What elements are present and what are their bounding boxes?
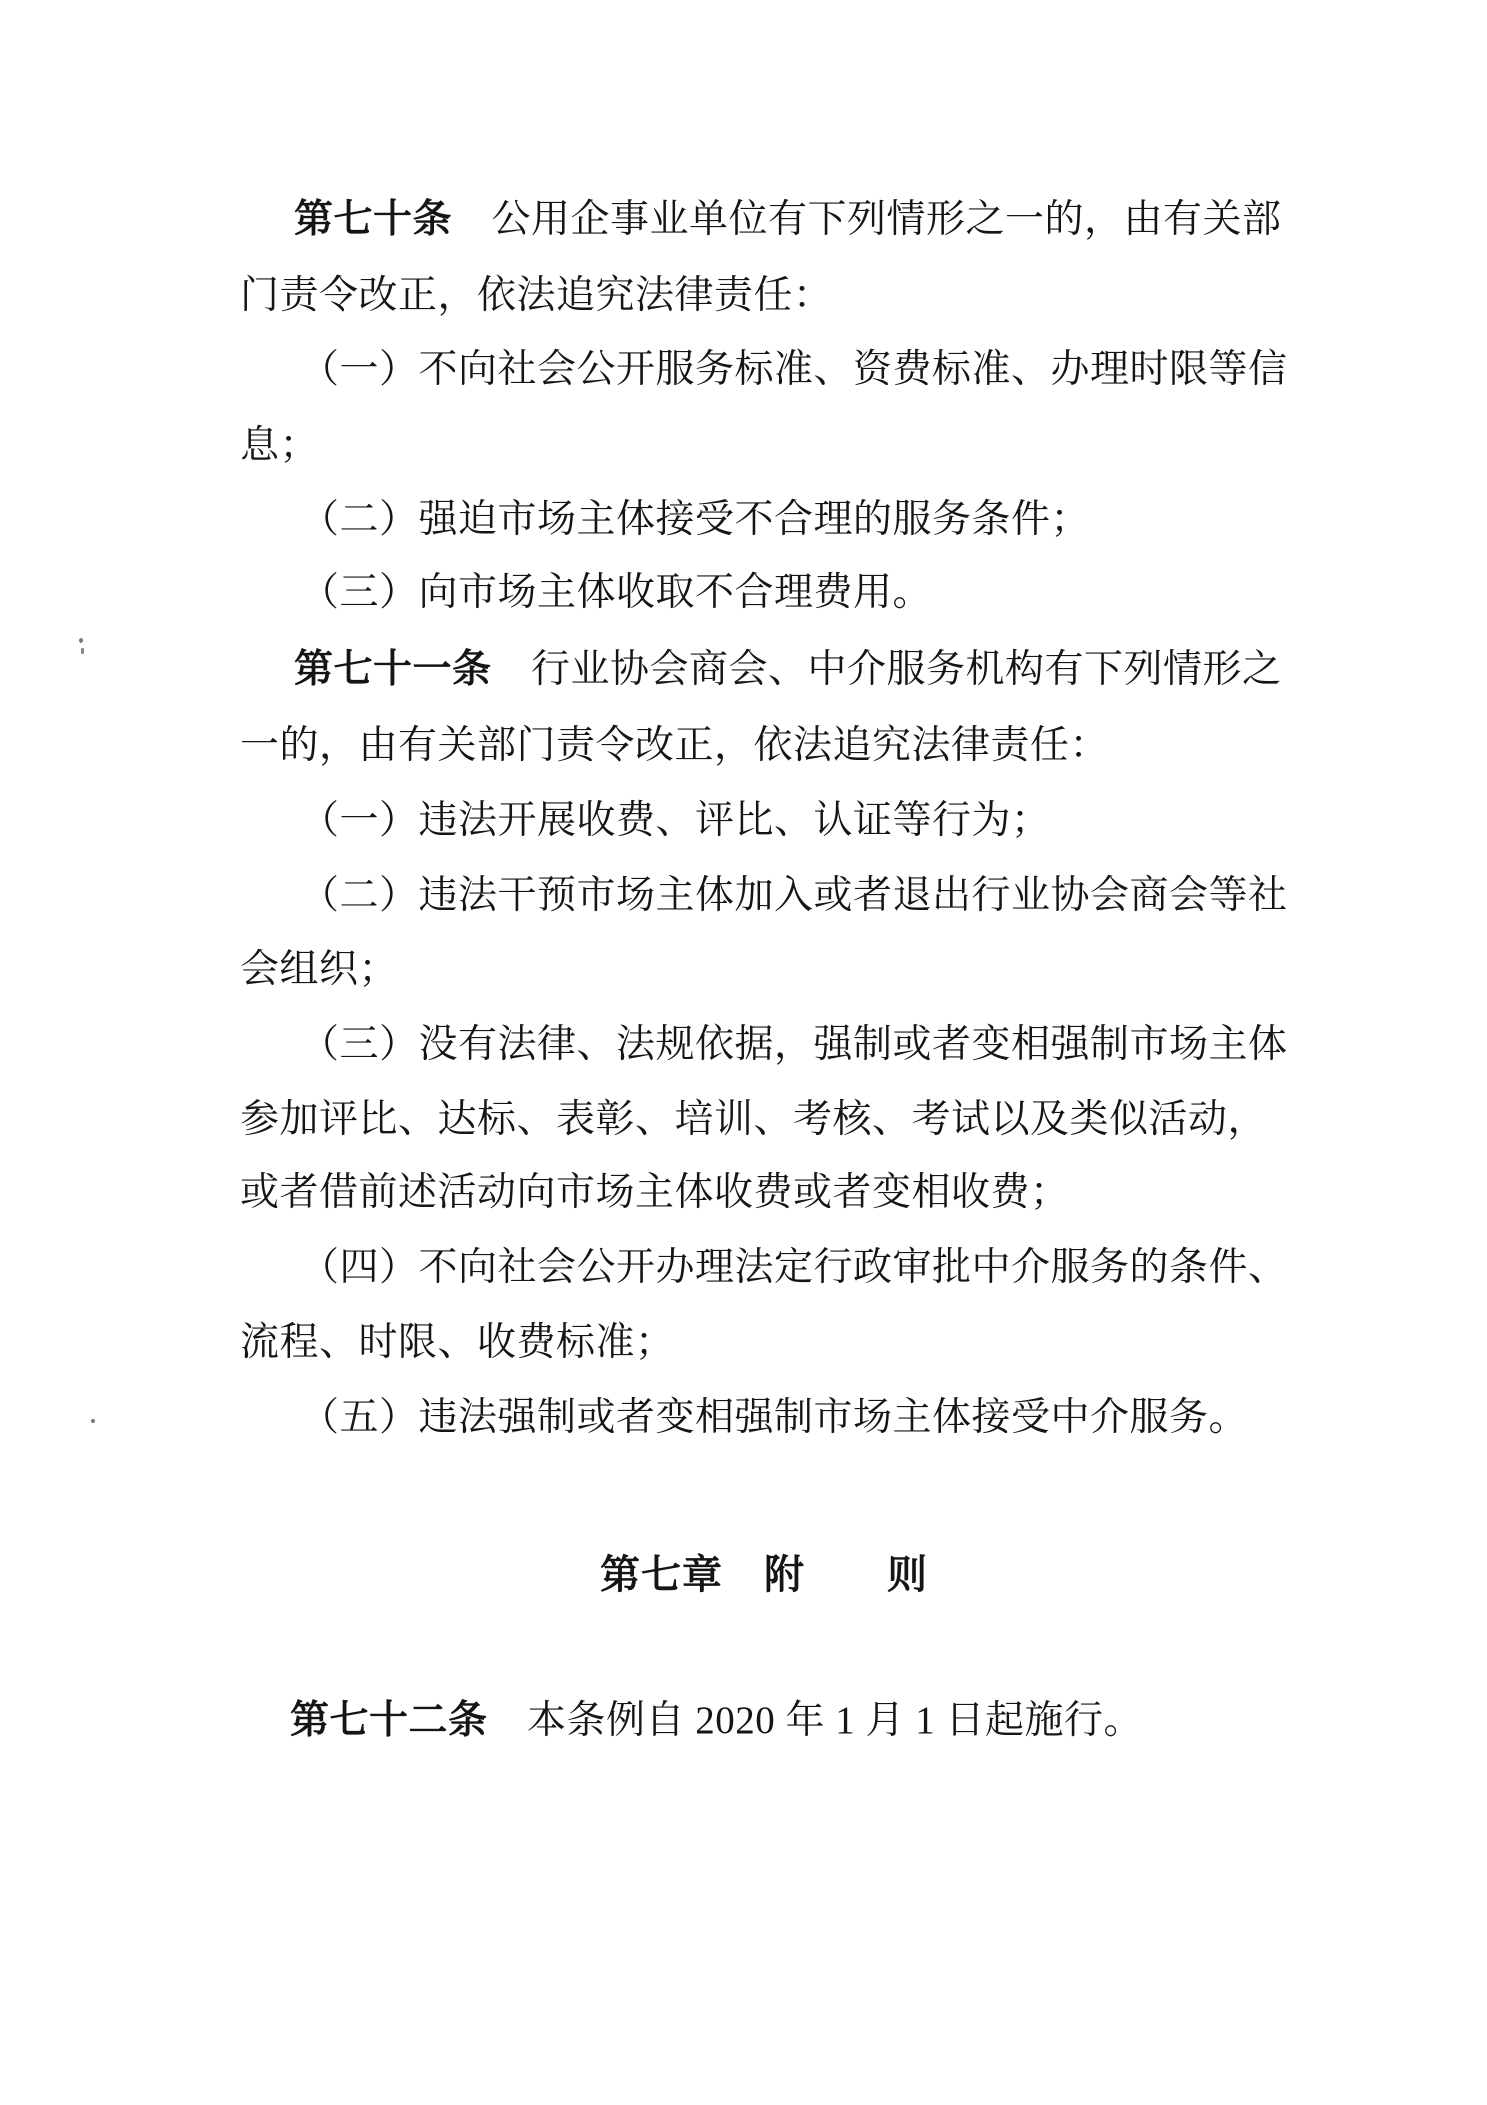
text-line — [300, 1395, 1248, 1441]
line-text: 息； — [240, 424, 320, 467]
text-line — [240, 723, 1109, 769]
text-line — [300, 873, 1288, 919]
line-text: 或者借前述活动向市场主体收费或者变相收费； — [240, 1171, 1070, 1214]
line-text: 门责令改正，依法追究法律责任： — [240, 274, 833, 317]
line-text: （四）不向社会公开办理法定行政审批中介服务的条件、 — [300, 1246, 1288, 1289]
line-text: （五）违法强制或者变相强制市场主体接受中介服务。 — [300, 1396, 1249, 1439]
line-text: 公用企事业单位有下列情形之一的，由有关部 — [452, 198, 1282, 241]
text-line — [300, 1022, 1288, 1068]
scan-speck — [91, 1419, 95, 1423]
text-line — [240, 1320, 675, 1366]
chapter-heading: 第七章 附 则 — [600, 1552, 928, 1597]
text-line — [240, 423, 319, 469]
line-text: 行业协会商会、中介服务机构有下列情形之 — [491, 648, 1282, 691]
line-text: 参加评比、达标、表彰、培训、考核、考试以及类似活动， — [240, 1098, 1268, 1141]
scan-speck — [79, 638, 83, 643]
line-text: （一）不向社会公开服务标准、资费标准、办理时限等信 — [300, 348, 1288, 391]
line-text: （三）没有法律、法规依据，强制或者变相强制市场主体 — [300, 1023, 1288, 1066]
line-text: （一）违法开展收费、评比、认证等行为； — [300, 799, 1051, 842]
line-text: （三）向市场主体收取不合理费用。 — [300, 571, 933, 614]
text-line — [240, 1097, 1267, 1143]
text-line — [300, 497, 1090, 543]
text-line — [300, 347, 1288, 393]
text-line — [294, 647, 1282, 693]
line-text: 一的，由有关部门责令改正，依法追究法律责任： — [240, 724, 1110, 767]
line-text: （二）违法干预市场主体加入或者退出行业协会商会等社 — [300, 874, 1288, 917]
line-text: （二）强迫市场主体接受不合理的服务条件； — [300, 498, 1091, 541]
text-line — [300, 570, 932, 616]
article-number: 第七十二条 — [290, 1699, 488, 1742]
text-line — [240, 273, 833, 319]
text-line — [240, 947, 398, 993]
text-line — [300, 798, 1051, 844]
text-line — [300, 1245, 1288, 1291]
article-number: 第七十一条 — [294, 648, 492, 691]
line-text: 流程、时限、收费标准； — [240, 1321, 675, 1364]
line-text: 本条例自 2020 年 1 月 1 日起施行。 — [487, 1699, 1144, 1742]
article-number: 第七十条 — [294, 198, 453, 241]
text-line — [294, 197, 1282, 243]
scan-speck — [81, 648, 84, 654]
text-line — [290, 1698, 1143, 1744]
text-line — [240, 1170, 1070, 1216]
line-text: 会组织； — [240, 948, 399, 991]
